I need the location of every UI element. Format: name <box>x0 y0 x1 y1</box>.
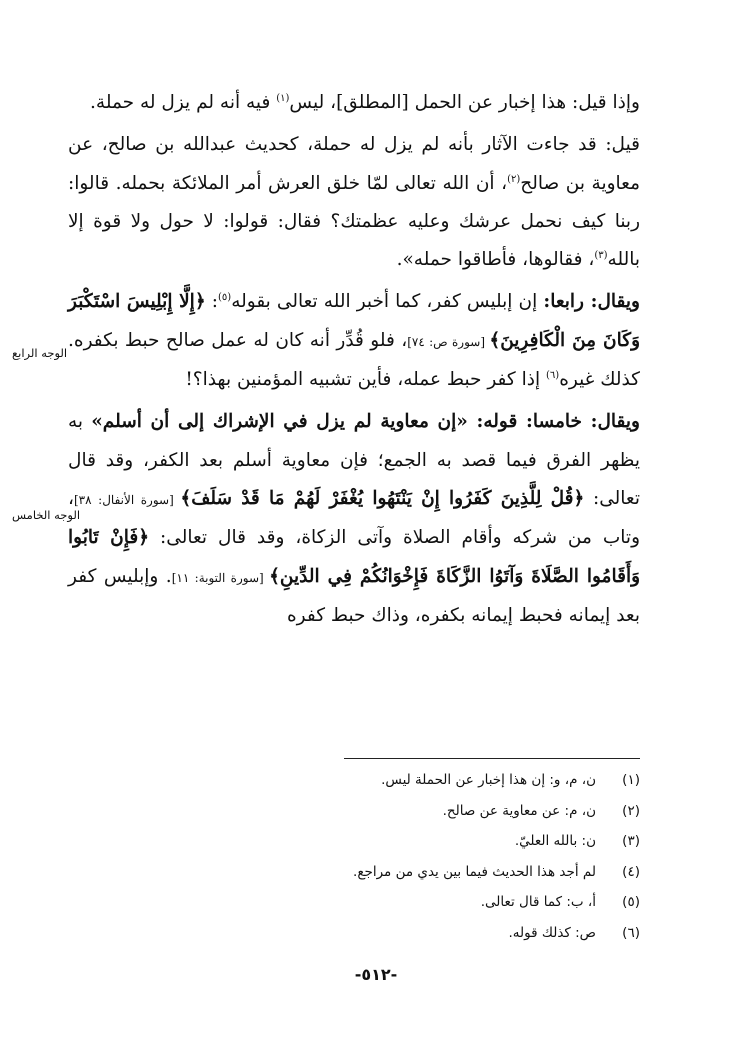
footnote-item <box>68 887 640 918</box>
footnote-text: ن، م، و: إن هذا إخبار عن الحملة ليس. <box>381 772 596 788</box>
paragraph-3-text-d: إذا كفر حبط عمله، فأين تشبيه المؤمنين بهذا؟! <box>185 369 547 391</box>
footnote-text: لم أجد هذا الحديث فيما بين يدي من مراجع. <box>353 863 596 880</box>
quran-quote: ﴿فَإِنْ تَابُوا وَأَقَامُوا الصَّلَاةَ وَآتَوُا الزَّكَاةَ فَإِخْوَانُكُمْ فِي الدِّينِ﴾ <box>68 527 641 587</box>
paragraph-4 <box>68 403 640 635</box>
quran-reference: [سورة الأنفال: ٣٨] <box>73 492 181 507</box>
footnote-ref: (٥) <box>218 292 232 304</box>
footnote-item <box>68 918 640 949</box>
footnote-number: (١) <box>622 772 640 788</box>
paragraph-4-text-b: ، وتاب من شركه وأقام الصلاة وآتى الزكاة، وقد قال تعالى: <box>68 487 641 549</box>
footnote-number: (٦) <box>622 924 640 941</box>
margin-note-fifth: الوجه الخامس <box>12 508 81 522</box>
paragraph-1 <box>68 84 640 122</box>
paragraph-3-text-c: ، فلو قُدِّر أنه كان له عمل صالح حبط بكفره. كذلك غيره <box>68 329 640 391</box>
paragraph-1-text: وإذا قيل: هذا إخبار عن الحمل [المطلق]، ليس <box>289 92 640 113</box>
paragraph-3-colon: : <box>205 291 219 313</box>
footnote-text: ص: كذلك قوله. <box>508 924 596 941</box>
paragraph-1-end: فيه أنه لم يزل له حملة. <box>90 92 277 113</box>
paragraph-2-text-c: ، فقالوها، فأطاقوا حمله». <box>396 249 595 271</box>
footnote-ref: (٢) <box>507 173 521 185</box>
footnote-item <box>68 857 640 888</box>
footnote-number: (٢) <box>622 802 640 819</box>
section-heading-fifth: ويقال: خامسا: قوله: <box>476 411 640 433</box>
margin-note-fourth: الوجه الرابع <box>12 346 68 360</box>
paragraph-2 <box>68 126 640 279</box>
section-heading-fourth: ويقال: رابعا: <box>543 291 640 313</box>
footnotes <box>68 765 640 948</box>
footnote-ref: (١) <box>276 92 290 104</box>
quoted-claim: «إن معاوية لم يزل في الإشراك إلى أن أسلم» <box>91 411 477 433</box>
footnote-item <box>68 796 640 827</box>
paragraph-3-text: إن إبليس كفر، كما أخبر الله تعالى بقوله <box>231 291 544 313</box>
footnote-ref: (٦) <box>546 369 560 381</box>
footnote-number: (٥) <box>622 894 640 910</box>
paragraph-4-text: به يظهر الفرق فيما قصد به الجمع؛ فإن معاوية أسلم بعد الكفر، وقد قال تعالى: <box>68 411 640 509</box>
footnote-divider <box>344 758 640 759</box>
footnote-number: (٤) <box>622 863 640 880</box>
footnote-ref: (٣) <box>594 250 608 262</box>
quran-quote: ﴿إِلَّا إِبْلِيسَ اسْتَكْبَرَ وَكَانَ مِنَ الْكَافِرِينَ﴾ <box>68 291 640 351</box>
quran-reference: [سورة التوبة: ١١] <box>171 570 270 585</box>
paragraph-4-text-c: . وإبليس كفر بعد إيمانه فحبط إيمانه بكفره، وذاك حبط كفره <box>68 565 640 626</box>
paragraph-3 <box>68 283 640 399</box>
paragraph-2-text-b: ، أن الله تعالى لمّا خلق العرش أمر الملائكة بحمله. قالوا: ربنا كيف نحمل عرشك وعليه عظمتك؟ فقال: قولوا: لا حول ولا قوة إلا بالله <box>68 172 640 271</box>
footnote-number: (٣) <box>622 833 640 849</box>
footnote-text: أ، ب: كما قال تعالى. <box>480 894 596 910</box>
footnote-text: ن، م: عن معاوية عن صالح. <box>442 802 596 819</box>
main-text <box>68 84 640 639</box>
quran-reference: [سورة ص: ٧٤] <box>407 334 490 349</box>
quran-quote: ﴿قُلْ لِلَّذِينَ كَفَرُوا إِنْ يَنْتَهُوا يُغْفَرْ لَهُمْ مَا قَدْ سَلَفَ﴾ <box>180 487 585 509</box>
footnote-text: ن: بالله العليّ. <box>514 833 596 849</box>
footnote-item <box>68 765 640 796</box>
page-number: -٥١٢- <box>354 965 398 984</box>
paragraph-2-text: قيل: قد جاءت الآثار بأنه لم يزل له حملة، كحديث عبدالله بن صالح، عن معاوية بن صالح <box>68 134 640 194</box>
footnote-item <box>68 826 640 857</box>
